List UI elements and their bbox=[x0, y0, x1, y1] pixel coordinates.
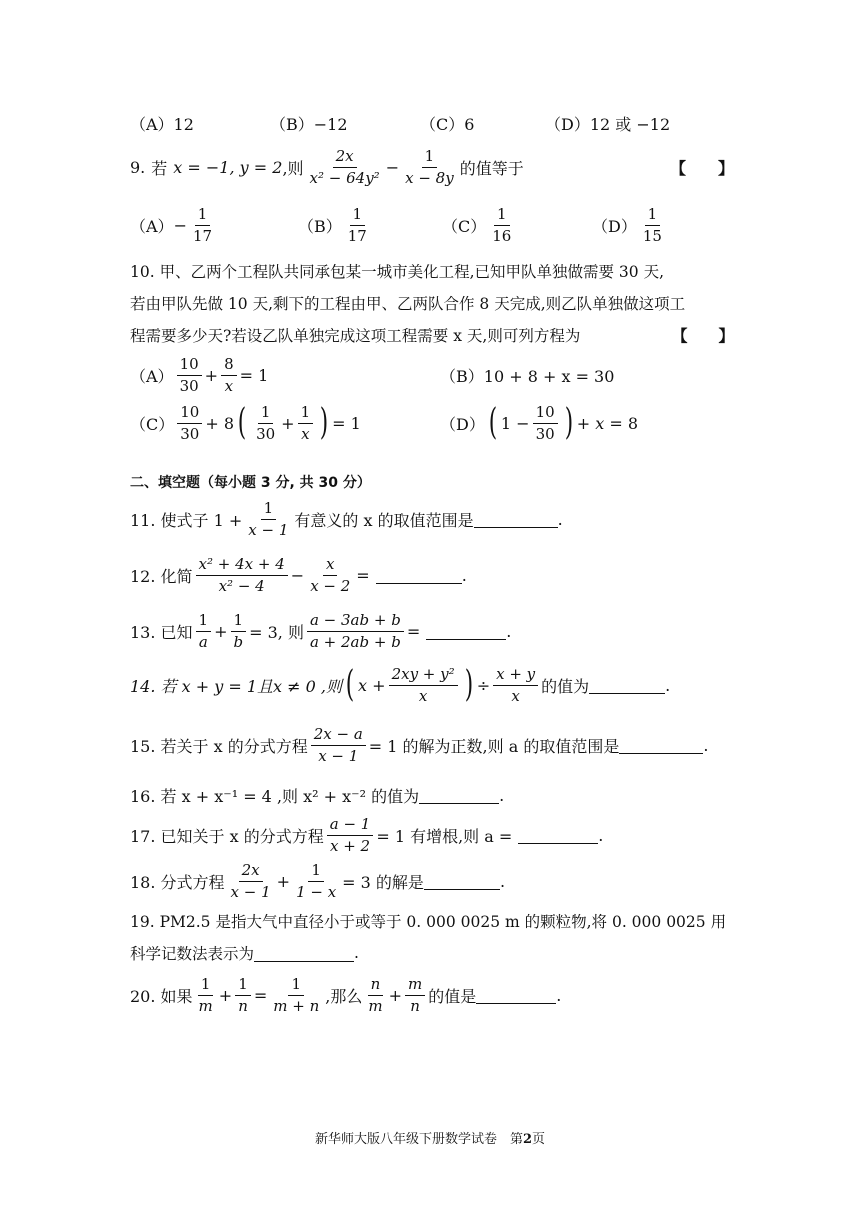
period: . bbox=[499, 786, 505, 805]
answer-bracket: 【 】 bbox=[669, 158, 734, 178]
q9-option-d bbox=[592, 206, 668, 244]
denominator: x − 1 bbox=[248, 520, 289, 539]
footer-text: 新华师大版八年级下册数学试卷 第 bbox=[314, 1132, 523, 1147]
q17-post: = 1 有增根,则 a = bbox=[376, 826, 513, 846]
q9-fraction-2 bbox=[402, 148, 457, 186]
fraction bbox=[245, 500, 291, 538]
q8-option-c bbox=[420, 112, 474, 135]
option-fraction bbox=[190, 206, 215, 244]
option-label: （D） bbox=[592, 216, 637, 236]
numerator: 2x bbox=[333, 148, 357, 168]
numerator: 1 bbox=[195, 206, 211, 226]
fraction bbox=[493, 666, 538, 704]
period: . bbox=[665, 675, 671, 695]
question-12 bbox=[130, 556, 467, 594]
fraction bbox=[311, 726, 366, 764]
numerator: 1 bbox=[645, 206, 661, 226]
q19-line-1: 19. PM2.5 是指大气中直径小于或等于 0. 000 0025 m 的颗粒物,将 0. 000 0025 用 bbox=[130, 913, 727, 931]
equals-sign: = bbox=[406, 621, 421, 641]
period: . bbox=[703, 735, 709, 755]
option-fraction bbox=[489, 206, 514, 244]
denominator: 17 bbox=[347, 226, 367, 245]
q11-pre: 11. 使式子 1 + bbox=[130, 510, 243, 530]
fraction: $\frac{10}{30}$ bbox=[177, 404, 202, 442]
fraction: $\frac{10}{30}$ bbox=[177, 356, 202, 394]
denominator: x + 2 bbox=[329, 836, 371, 855]
numerator: 2x − a bbox=[311, 726, 366, 746]
numerator: 1 bbox=[308, 862, 324, 882]
option-label: （C） bbox=[130, 414, 175, 434]
option-fraction bbox=[345, 206, 370, 244]
denominator: x² − 4 bbox=[218, 576, 265, 595]
fraction bbox=[307, 612, 404, 650]
q14-post: 的值为 bbox=[541, 676, 590, 696]
denominator: x² − 64y² bbox=[309, 168, 380, 187]
q17-pre: 17. 已知关于 x 的分式方程 bbox=[130, 826, 324, 846]
denominator: 15 bbox=[642, 226, 662, 245]
numerator: 1 bbox=[350, 206, 366, 226]
page-footer bbox=[0, 1128, 860, 1147]
option-text: （D）12 或 −12 bbox=[545, 115, 671, 134]
numerator: 2x bbox=[239, 862, 263, 882]
fraction bbox=[389, 666, 458, 704]
question-20: 20. 如果 $\frac{1}{m}$ + $\frac{1}{n}$ = $\frac{1}{m + n}$ ,那么 $\frac{n}{m}$ + $\frac{m}{n}$ 的值是 . bbox=[130, 975, 562, 1015]
q20-mid: ,那么 bbox=[325, 986, 363, 1006]
denominator: 1 − x bbox=[296, 882, 337, 901]
denominator: x − 1 bbox=[230, 882, 271, 901]
option-fraction bbox=[640, 206, 665, 244]
q9-fraction-1 bbox=[307, 148, 383, 186]
numerator: x + y bbox=[493, 666, 538, 686]
footer-suffix: 页 bbox=[532, 1132, 546, 1147]
fraction: $\frac{m}{n}$ bbox=[405, 976, 425, 1014]
answer-blank[interactable] bbox=[589, 677, 665, 694]
fraction bbox=[327, 816, 374, 854]
numerator: 1 bbox=[494, 206, 510, 226]
numerator: 1 bbox=[261, 500, 277, 520]
q9-pre: 若 bbox=[151, 158, 168, 178]
q12-pre: 12. 化简 bbox=[130, 566, 193, 586]
q9-option-a bbox=[130, 206, 218, 244]
denominator: a + 2ab + b bbox=[309, 632, 401, 651]
q10-line-1: 10. 甲、乙两个工程队共同承包某一城市美化工程,已知甲队单独做需要 30 天, bbox=[130, 263, 665, 281]
denominator: x − 2 bbox=[310, 576, 351, 595]
divide-sign: ÷ bbox=[476, 675, 491, 695]
question-14: 14. 若 x + y = 1且x ≠ 0 ,则 ( x + $\frac{\text{2xy + y²}}{x}$ ) ÷ $\frac{x + y}{x}$ 的值为 . bbox=[130, 664, 671, 705]
option-label: （D） bbox=[440, 414, 485, 434]
answer-blank[interactable] bbox=[518, 827, 598, 844]
q9-option-b bbox=[298, 206, 373, 244]
q9-then: ,则 bbox=[282, 158, 304, 178]
q19-line-2 bbox=[130, 942, 359, 964]
denominator: x − 1 bbox=[318, 746, 359, 765]
fraction: $\frac{1}{30}$ bbox=[256, 403, 276, 443]
answer-blank[interactable] bbox=[619, 737, 703, 754]
q10-option-c: （C） $\frac{10}{30}$ + 8 ( $\frac{1}{30}$ + $\frac{1}{x}$ ) = 1 bbox=[130, 402, 361, 443]
period: . bbox=[506, 621, 512, 641]
plus-sign: + bbox=[276, 871, 291, 891]
q14-pre: 14. 若 x + y = 1且x ≠ 0 ,则 bbox=[130, 676, 342, 696]
answer-blank[interactable] bbox=[419, 787, 499, 804]
q9-condition: x = −1, y = 2 bbox=[173, 157, 283, 177]
period: . bbox=[354, 944, 359, 962]
fraction: $\frac{1}{m + n}$ bbox=[273, 975, 320, 1015]
question-13: 13. 已知 $\frac{1}{a}$ + $\frac{1}{b}$ = 3, 则 $\frac{a - 3ab + b}{a + 2ab + b}$ = . bbox=[130, 611, 512, 651]
q10-line-2: 若由甲队先做 10 天,剩下的工程由甲、乙两队合作 8 天完成,则乙队单独做这项工 bbox=[130, 295, 686, 313]
answer-blank[interactable] bbox=[254, 945, 354, 962]
numerator: a − 3ab + b bbox=[307, 612, 404, 632]
fraction: $\frac{1}{n}$ bbox=[235, 976, 251, 1014]
period: . bbox=[598, 825, 604, 845]
option-text: （B）10 + 8 + x = 30 bbox=[440, 367, 615, 386]
fraction bbox=[228, 862, 274, 900]
numerator: x² + 4x + 4 bbox=[196, 556, 288, 576]
option-label: （B） bbox=[298, 216, 342, 236]
q8-option-d bbox=[545, 112, 670, 135]
numerator: 2xy + y² bbox=[389, 666, 458, 686]
q19-line-2-text: 科学记数法表示为 bbox=[130, 945, 255, 963]
question-15 bbox=[130, 726, 708, 764]
denominator: 16 bbox=[492, 226, 512, 245]
denominator: 17 bbox=[192, 226, 213, 245]
q11-post: 有意义的 x 的取值范围是 bbox=[294, 510, 474, 530]
fraction: $\frac{10}{30}$ bbox=[533, 404, 558, 442]
question-17 bbox=[130, 816, 603, 854]
fraction: $\frac{8}{x}$ bbox=[221, 356, 237, 394]
q8-option-a bbox=[130, 112, 194, 135]
page-number: 2 bbox=[522, 1132, 533, 1147]
option-text: （B）−12 bbox=[270, 115, 348, 134]
q20-pre: 20. 如果 bbox=[130, 986, 193, 1006]
fraction bbox=[307, 556, 353, 594]
q15-pre: 15. 若关于 x 的分式方程 bbox=[130, 736, 308, 756]
q10-option-d: （D） ( 1 − $\frac{10}{30}$ ) + x = 8 bbox=[440, 402, 638, 443]
minus-sign: − bbox=[385, 157, 400, 177]
answer-blank[interactable] bbox=[426, 623, 506, 640]
fraction: $\frac{1}{m}$ bbox=[198, 975, 213, 1015]
q10-line-3-text: 程需要多少天?若设乙队单独完成这项工程需要 x 天,则可列方程为 bbox=[130, 327, 581, 345]
q16-text: 16. 若 x + x⁻¹ = 4 ,则 x² + x⁻² 的值为 bbox=[130, 787, 420, 806]
question-18 bbox=[130, 862, 505, 900]
answer-bracket: 【 】 bbox=[671, 326, 734, 345]
q13-pre: 13. 已知 bbox=[130, 622, 193, 642]
question-11 bbox=[130, 500, 563, 538]
fraction: $\frac{n}{m}$ bbox=[368, 975, 383, 1015]
denominator: x − 8y bbox=[405, 168, 454, 187]
fraction bbox=[293, 862, 339, 900]
q8-option-b bbox=[270, 112, 348, 135]
fraction: $\frac{1}{x}$ bbox=[298, 404, 314, 442]
option-text: （A）12 bbox=[130, 115, 194, 134]
option-label: （A） bbox=[130, 366, 174, 386]
q15-post: = 1 的解为正数,则 a 的取值范围是 bbox=[368, 736, 620, 756]
answer-blank[interactable] bbox=[424, 873, 500, 890]
q9-option-c bbox=[442, 206, 517, 244]
q10-option-b bbox=[440, 364, 614, 387]
minus-sign: − bbox=[290, 565, 305, 585]
section-title: 二、填空题（每小题 3 分, 共 30 分） bbox=[130, 475, 371, 491]
answer-blank[interactable] bbox=[376, 567, 462, 584]
denominator: x bbox=[511, 686, 520, 705]
option-label: （C） bbox=[442, 216, 487, 236]
period: . bbox=[557, 509, 563, 529]
q18-pre: 18. 分式方程 bbox=[130, 872, 225, 892]
answer-blank[interactable] bbox=[476, 987, 556, 1004]
numerator: x bbox=[323, 556, 337, 576]
option-text: （C）6 bbox=[420, 115, 475, 134]
period: . bbox=[461, 565, 467, 585]
question-9 bbox=[130, 148, 734, 186]
numerator: 1 bbox=[422, 148, 438, 168]
denominator: x bbox=[418, 686, 428, 705]
q9-post: 的值等于 bbox=[459, 158, 524, 178]
q13-mid: = 3, 则 bbox=[249, 622, 304, 642]
period: . bbox=[556, 985, 562, 1005]
fraction bbox=[196, 556, 288, 594]
question-16 bbox=[130, 784, 504, 807]
answer-blank[interactable] bbox=[474, 511, 558, 528]
question-number: 9. bbox=[130, 157, 146, 177]
period: . bbox=[499, 871, 506, 891]
q10-option-a: （A） $\frac{10}{30}$ + $\frac{8}{x}$ = 1 bbox=[130, 355, 269, 395]
fraction: $\frac{1}{a}$ bbox=[196, 612, 212, 650]
fraction: $\frac{1}{b}$ bbox=[231, 612, 247, 650]
option-sign: − bbox=[173, 215, 187, 235]
q10-line-3 bbox=[130, 324, 734, 346]
numerator: a − 1 bbox=[327, 816, 374, 836]
q18-post: = 3 的解是 bbox=[342, 872, 424, 892]
q20-post: 的值是 bbox=[428, 986, 477, 1006]
option-label: （A） bbox=[130, 216, 174, 236]
equals-sign: = bbox=[356, 565, 370, 585]
